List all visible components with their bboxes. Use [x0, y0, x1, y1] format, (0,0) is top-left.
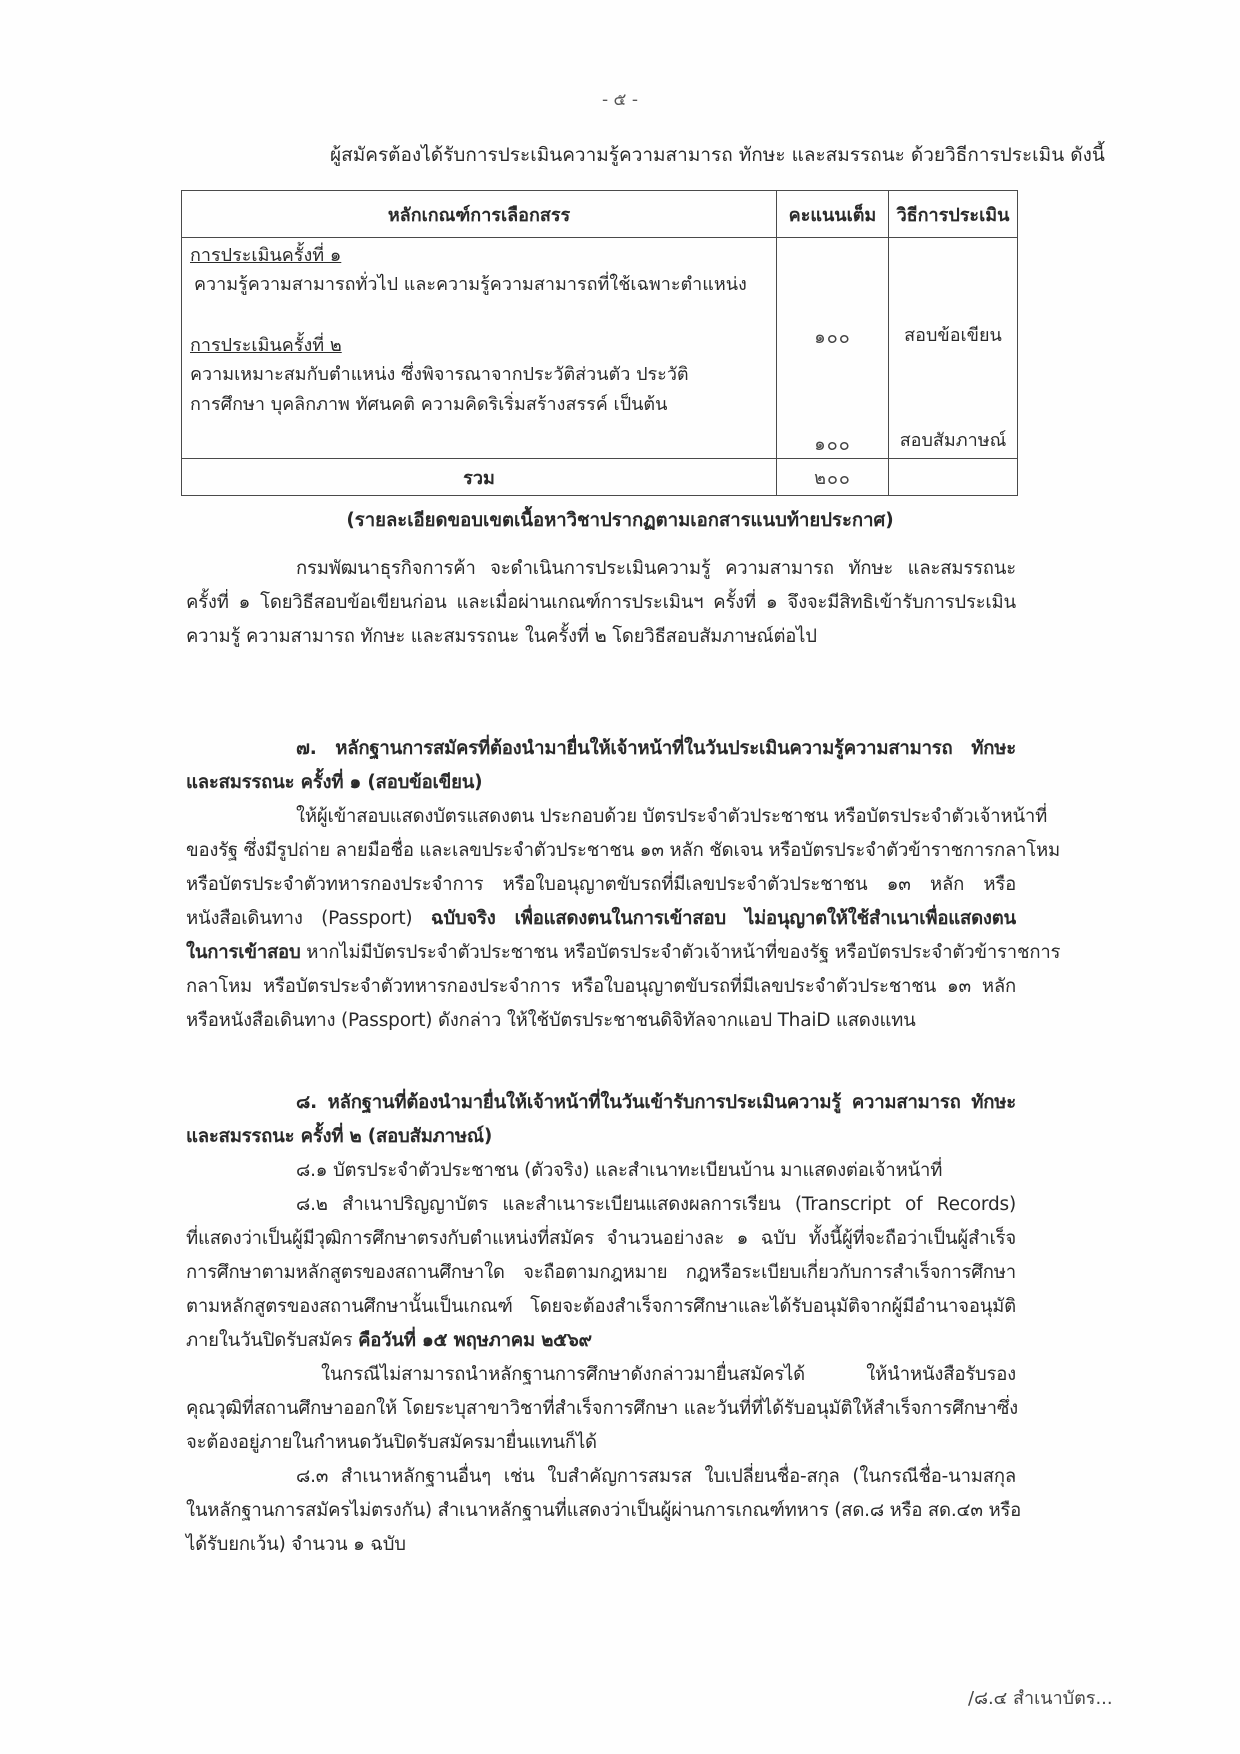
item-8-2-line: ตามหลักสูตรของสถานศึกษานั้นเป็นเกณฑ์ โดยจะต้องสำเร็จการศึกษาและได้รับอนุมัติจากผู้มีอำนาจอนุมัติ [186, 1296, 1016, 1317]
item-8-2-extra-line: คุณวุฒิที่สถานศึกษาออกให้ โดยระบุสาขาวิชาที่สำเร็จการศึกษา และวันที่ที่ได้รับอนุมัติให้สำเร็จการศึกษาซึ่ง [186, 1398, 1019, 1419]
item-8-2-line: ที่แสดงว่าเป็นผู้มีวุฒิการศึกษาตรงกับตำแหน่งที่สมัคร จำนวนอย่างละ ๑ ฉบับ ทั้งนี้ผู้ที่จะถือว่าเป็นผู้สำเร็จ [186, 1228, 1016, 1249]
text: หากไม่มีบัตรประจำตัวประชาชน หรือบัตรประจำตัวเจ้าหน้าที่ของรัฐ หรือบัตรประจำตัวข้าราชการ [300, 942, 1061, 963]
table-header-row [182, 191, 1018, 238]
text: หนังสือเดินทาง (Passport) [186, 908, 431, 929]
text: ภายในวันปิดรับสมัคร [186, 1330, 359, 1351]
table-note: (รายละเอียดขอบเขตเนื้อหาวิชาปรากฏตามเอกสารแนบท้ายประกาศ) [346, 510, 894, 531]
paragraph-assessment-process [186, 552, 1016, 654]
section-7 [186, 732, 1061, 1038]
item-8-2-line [186, 1324, 1016, 1358]
item-8-2-extra-line: จะต้องอยู่ภายในกำหนดวันปิดรับสมัครมายื่นแทนก็ได้ [186, 1432, 597, 1453]
intro-text: ผู้สมัครต้องได้รับการประเมินความรู้ความสามารถ ทักษะ และสมรรถนะ ด้วยวิธีการประเมิน ดังนี้ [330, 144, 1105, 166]
total-method [889, 459, 1018, 496]
total-score: ๒๐๐ [777, 459, 889, 496]
section7-body-line: หรือบัตรประจำตัวทหารกองประจำการ หรือใบอนุญาตขับรถที่มีเลขประจำตัวประชาชน ๑๓ หลัก หรือ [186, 874, 1016, 895]
section7-body-line: ให้ผู้เข้าสอบแสดงบัตรแสดงตน ประกอบด้วย บัตรประจำตัวประชาชน หรือบัตรประจำตัวเจ้าหน้าที่ [296, 806, 1048, 827]
item-8-3-line: ได้รับยกเว้น) จำนวน ๑ ฉบับ [186, 1534, 406, 1555]
section7-body-line [186, 936, 1061, 970]
round1-desc: ความรู้ความสามารถทั่วไป และความรู้ความสามารถที่ใช้เฉพาะตำแหน่ง [194, 274, 747, 295]
round1-title: การประเมินครั้งที่ ๑ [190, 245, 342, 266]
method-cell [889, 238, 1018, 459]
header-method: วิธีการประเมิน [889, 191, 1018, 238]
para1-line: ความรู้ ความสามารถ ทักษะ และสมรรถนะ ในครั้งที่ ๒ โดยวิธีสอบสัมภาษณ์ต่อไป [186, 626, 817, 647]
round2-desc-line2: การศึกษา บุคลิกภาพ ทัศนคติ ความคิดริเริ่มสร้างสรรค์ เป็นต้น [190, 394, 668, 415]
item-8-1: ๘.๑ บัตรประจำตัวประชาชน (ตัวจริง) และสำเนาทะเบียนบ้าน มาแสดงต่อเจ้าหน้าที่ [296, 1160, 943, 1181]
round1-method: สอบข้อเขียน [904, 325, 1002, 346]
section7-heading: และสมรรถนะ ครั้งที่ ๑ (สอบข้อเขียน) [186, 772, 483, 793]
round2-desc-line1: ความเหมาะสมกับตำแหน่ง ซึ่งพิจารณาจากประวัติส่วนตัว ประวัติ [190, 364, 689, 385]
item-8-2-extra-line: ในกรณีไม่สามารถนำหลักฐานการศึกษาดังกล่าวมายื่นสมัครได้ ให้นำหนังสือรับรอง [321, 1364, 1016, 1385]
section-8 [186, 1086, 1022, 1562]
header-criteria: หลักเกณฑ์การเลือกสรร [182, 191, 777, 238]
item-8-2-line: ๘.๒ สำเนาปริญญาบัตร และสำเนาระเบียนแสดงผลการเรียน (Transcript of Records) [296, 1194, 1016, 1215]
item-8-3-line: ๘.๓ สำเนาหลักฐานอื่นๆ เช่น ใบสำคัญการสมรส ใบเปลี่ยนชื่อ-สกุล (ในกรณีชื่อ-นามสกุล [296, 1466, 1016, 1487]
criteria-cell [182, 238, 777, 459]
section7-body-line: กลาโหม หรือบัตรประจำตัวทหารกองประจำการ หรือใบอนุญาตขับรถที่มีเลขประจำตัวประชาชน ๑๓ หลัก [186, 976, 1016, 997]
item-8-3-line: ในหลักฐานการสมัครไม่ตรงกัน) สำเนาหลักฐานที่แสดงว่าเป็นผู้ผ่านการเกณฑ์ทหาร (สด.๘ หรือ สด.๔๓ หรือ [186, 1500, 1022, 1521]
assessment-table [181, 190, 1018, 496]
para1-line: ครั้งที่ ๑ โดยวิธีสอบข้อเขียนก่อน และเมื่อผ่านเกณฑ์การประเมินฯ ครั้งที่ ๑ จึงจะมีสิทธิเข้ารับการประเมิน [186, 592, 1016, 613]
round2-score: ๑๐๐ [814, 434, 851, 455]
table-total-row [182, 459, 1018, 496]
section7-body-line: ของรัฐ ซึ่งมีรูปถ่าย ลายมือชื่อ และเลขประจำตัวประชาชน ๑๓ หลัก ชัดเจน หรือบัตรประจำตัวข้าราชการกลาโหม [186, 840, 1061, 861]
round1-score: ๑๐๐ [814, 327, 851, 348]
round2-method: สอบสัมภาษณ์ [899, 430, 1007, 451]
para1-line: กรมพัฒนาธุรกิจการค้า จะดำเนินการประเมินความรู้ ความสามารถ ทักษะ และสมรรถนะ [296, 558, 1016, 579]
bold-text: ฉบับจริง เพื่อแสดงตนในการเข้าสอบ ไม่อนุญาตให้ใช้สำเนาเพื่อแสดงตน [430, 908, 1016, 929]
section8-heading: ๘. หลักฐานที่ต้องนำมายื่นให้เจ้าหน้าที่ในวันเข้ารับการประเมินความรู้ ความสามารถ ทักษะ [296, 1092, 1016, 1113]
item-8-2-line: การศึกษาตามหลักสูตรของสถานศึกษาใด จะถือตามกฎหมาย กฎหรือระเบียบเกี่ยวกับการสำเร็จการศึกษา [186, 1262, 1016, 1283]
continuation-marker: /๘.๔ สำเนาบัตร... [968, 1688, 1113, 1709]
header-full-score: คะแนนเต็ม [777, 191, 889, 238]
section7-body-line: หรือหนังสือเดินทาง (Passport) ดังกล่าว ให้ใช้บัตรประชาชนดิจิทัลจากแอป ThaiD แสดงแทน [186, 1010, 916, 1031]
deadline-date: คือวันที่ ๑๕ พฤษภาคม ๒๕๖๙ [358, 1330, 592, 1351]
score-cell [777, 238, 889, 459]
page-number: - ๕ - [602, 90, 638, 110]
bold-text: ในการเข้าสอบ [186, 942, 301, 963]
table-row [182, 238, 1018, 459]
section7-body-line [186, 902, 1016, 936]
round2-title: การประเมินครั้งที่ ๒ [190, 335, 342, 356]
section8-heading: และสมรรถนะ ครั้งที่ ๒ (สอบสัมภาษณ์) [186, 1126, 493, 1147]
total-label: รวม [182, 459, 777, 496]
section7-heading: ๗. หลักฐานการสมัครที่ต้องนำมายื่นให้เจ้าหน้าที่ในวันประเมินความรู้ความสามารถ ทักษะ [296, 738, 1016, 759]
